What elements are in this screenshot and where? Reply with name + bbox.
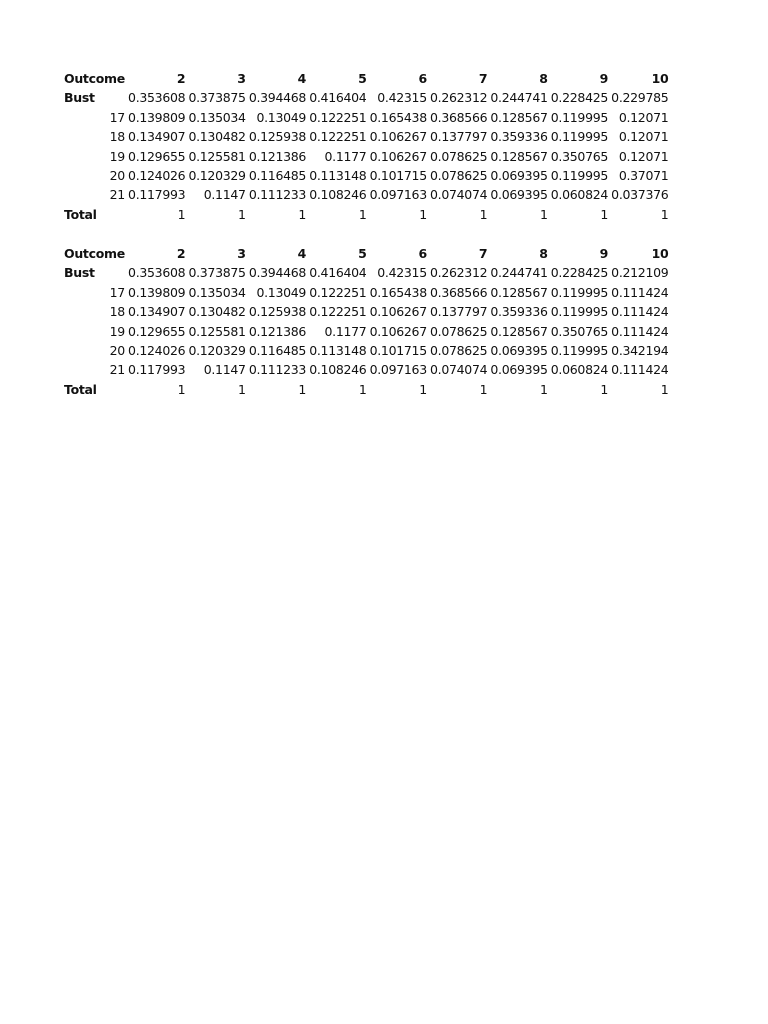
total-row [64,205,668,224]
table-row [64,341,668,360]
value-cell: 0.116485 [248,343,307,359]
value-cell: 0.262312 [430,265,488,281]
value-cell: 0.111233 [248,362,307,378]
value-cell: 0.128567 [490,323,548,339]
value-cell: 0.1147 [203,362,246,378]
value-cell: 0.111424 [611,362,669,378]
value-cell: 0.078625 [430,343,488,359]
row-label: 20 [109,168,125,184]
total-cell: 1 [177,381,186,397]
table-row [64,360,668,379]
column-header: 2 [176,71,186,86]
value-cell: 0.139809 [128,284,186,300]
row-label: 19 [109,148,125,164]
column-header: 6 [418,71,427,86]
value-cell: 0.13049 [256,284,307,300]
value-cell: 0.117993 [128,187,186,203]
value-cell: 0.12071 [618,129,669,145]
header-row [64,244,668,263]
value-cell: 0.069395 [490,187,548,203]
total-cell: 1 [600,206,609,222]
outcome-table-1 [64,69,668,224]
value-cell: 0.353608 [128,265,186,281]
value-cell: 0.124026 [128,168,186,184]
value-cell: 0.228425 [550,265,609,281]
value-cell: 0.074074 [430,362,488,378]
value-cell: 0.101715 [369,343,427,359]
value-cell: 0.359336 [490,129,548,145]
table-row [64,263,668,282]
total-label: Total [64,381,97,397]
column-header: 2 [176,246,186,261]
value-cell: 0.125938 [248,304,307,320]
total-cell: 1 [419,381,427,397]
value-cell: 0.106267 [369,129,427,145]
value-cell: 0.125581 [188,148,246,164]
row-label: 17 [109,109,125,125]
value-cell: 0.069395 [490,362,548,378]
value-cell: 0.122251 [309,129,367,145]
value-cell: 0.116485 [248,168,307,184]
table-row [64,166,668,185]
value-cell: 0.074074 [430,187,488,203]
value-cell: 0.135034 [188,109,246,125]
value-cell: 0.244741 [490,90,548,106]
row-label: 18 [109,304,125,320]
value-cell: 0.108246 [309,362,367,378]
column-header: 3 [237,71,246,86]
row-label: 20 [109,343,125,359]
value-cell: 0.125938 [248,129,307,145]
value-cell: 0.12071 [618,148,669,164]
value-cell: 0.130482 [188,304,246,320]
value-cell: 0.137797 [430,129,488,145]
column-header: 8 [539,246,548,261]
value-cell: 0.373875 [188,90,246,106]
column-header: 9 [599,71,609,86]
value-cell: 0.097163 [369,187,427,203]
column-header: 10 [651,71,669,86]
table-row [64,108,668,127]
value-cell: 0.111424 [611,323,669,339]
row-label: 21 [109,187,125,203]
value-cell: 0.119995 [550,168,609,184]
value-cell: 0.37071 [618,168,669,184]
value-cell: 0.212109 [611,265,669,281]
table-row [64,127,668,146]
value-cell: 0.128567 [490,109,548,125]
value-cell: 0.128567 [490,148,548,164]
value-cell: 0.416404 [309,90,367,106]
value-cell: 0.121386 [248,148,307,164]
row-label: 21 [109,362,125,378]
value-cell: 0.069395 [490,343,548,359]
value-cell: 0.416404 [309,265,367,281]
value-cell: 0.1147 [203,187,246,203]
value-cell: 0.350765 [550,323,609,339]
row-label: 17 [109,284,125,300]
value-cell: 0.121386 [248,323,307,339]
value-cell: 0.106267 [369,148,427,164]
value-cell: 0.229785 [611,90,669,106]
total-cell: 1 [660,381,669,397]
total-cell: 1 [238,206,246,222]
value-cell: 0.119995 [550,129,609,145]
value-cell: 0.128567 [490,284,548,300]
total-cell: 1 [358,381,367,397]
value-cell: 0.069395 [490,168,548,184]
row-label: Bust [64,265,95,281]
outcome-table-2-body [64,244,668,399]
value-cell: 0.394468 [248,265,307,281]
value-cell: 0.42315 [377,265,427,281]
total-cell: 1 [298,381,307,397]
total-cell: 1 [600,381,609,397]
value-cell: 0.119995 [550,109,609,125]
total-cell: 1 [660,206,669,222]
table-row [64,147,668,166]
total-cell: 1 [177,206,186,222]
value-cell: 0.106267 [369,323,427,339]
value-cell: 0.120329 [188,343,246,359]
value-cell: 0.129655 [128,148,186,164]
value-cell: 0.228425 [550,90,609,106]
value-cell: 0.368566 [430,109,488,125]
total-cell: 1 [238,381,246,397]
column-header: 10 [651,246,669,261]
value-cell: 0.13049 [256,109,307,125]
value-cell: 0.165438 [369,109,427,125]
value-cell: 0.125581 [188,323,246,339]
value-cell: 0.135034 [188,284,246,300]
row-label: Bust [64,90,95,106]
total-cell: 1 [358,206,367,222]
column-header: 4 [297,246,307,261]
column-header: 8 [539,71,548,86]
value-cell: 0.42315 [377,90,427,106]
value-cell: 0.117993 [128,362,186,378]
total-cell: 1 [479,206,488,222]
row-label: 19 [109,323,125,339]
value-cell: 0.101715 [369,168,427,184]
value-cell: 0.078625 [430,323,488,339]
value-cell: 0.359336 [490,304,548,320]
total-cell: 1 [479,381,488,397]
table-row [64,185,668,204]
outcome-table-1-body [64,69,668,224]
value-cell: 0.113148 [309,343,367,359]
value-cell: 0.165438 [369,284,427,300]
total-label: Total [64,206,97,222]
value-cell: 0.137797 [430,304,488,320]
value-cell: 0.119995 [550,343,609,359]
value-cell: 0.108246 [309,187,367,203]
value-cell: 0.111424 [611,284,669,300]
row-label: 18 [109,129,125,145]
value-cell: 0.111424 [611,304,669,320]
total-row [64,380,668,399]
value-cell: 0.1177 [324,323,367,339]
value-cell: 0.122251 [309,304,367,320]
value-cell: 0.078625 [430,148,488,164]
total-cell: 1 [298,206,307,222]
value-cell: 0.060824 [550,187,609,203]
value-cell: 0.122251 [309,109,367,125]
column-header: 4 [297,71,307,86]
value-cell: 0.113148 [309,168,367,184]
value-cell: 0.119995 [550,304,609,320]
value-cell: 0.262312 [430,90,488,106]
value-cell: 0.394468 [248,90,307,106]
value-cell: 0.078625 [430,168,488,184]
value-cell: 0.373875 [188,265,246,281]
header-label: Outcome [64,71,125,86]
value-cell: 0.134907 [128,304,186,320]
column-header: 6 [418,246,427,261]
value-cell: 0.060824 [550,362,609,378]
value-cell: 0.342194 [611,343,669,359]
header-label: Outcome [64,246,125,261]
value-cell: 0.124026 [128,343,186,359]
total-cell: 1 [419,206,427,222]
value-cell: 0.120329 [188,168,246,184]
outcome-table-2 [64,244,668,399]
value-cell: 0.122251 [309,284,367,300]
value-cell: 0.12071 [618,109,669,125]
column-header: 7 [478,71,488,86]
value-cell: 0.134907 [128,129,186,145]
value-cell: 0.097163 [369,362,427,378]
table-row [64,322,668,341]
column-header: 7 [478,246,488,261]
value-cell: 0.353608 [128,90,186,106]
column-header: 5 [358,71,367,86]
column-header: 3 [237,246,246,261]
total-cell: 1 [539,381,548,397]
table-row [64,88,668,107]
value-cell: 0.139809 [128,109,186,125]
table-row [64,283,668,302]
value-cell: 0.350765 [550,148,609,164]
total-cell: 1 [539,206,548,222]
value-cell: 0.119995 [550,284,609,300]
table-row [64,302,668,321]
value-cell: 0.111233 [248,187,307,203]
column-header: 9 [599,246,609,261]
value-cell: 0.1177 [324,148,367,164]
value-cell: 0.106267 [369,304,427,320]
header-row [64,69,668,88]
value-cell: 0.037376 [611,187,669,203]
value-cell: 0.368566 [430,284,488,300]
column-header: 5 [358,246,367,261]
value-cell: 0.244741 [490,265,548,281]
value-cell: 0.130482 [188,129,246,145]
value-cell: 0.129655 [128,323,186,339]
